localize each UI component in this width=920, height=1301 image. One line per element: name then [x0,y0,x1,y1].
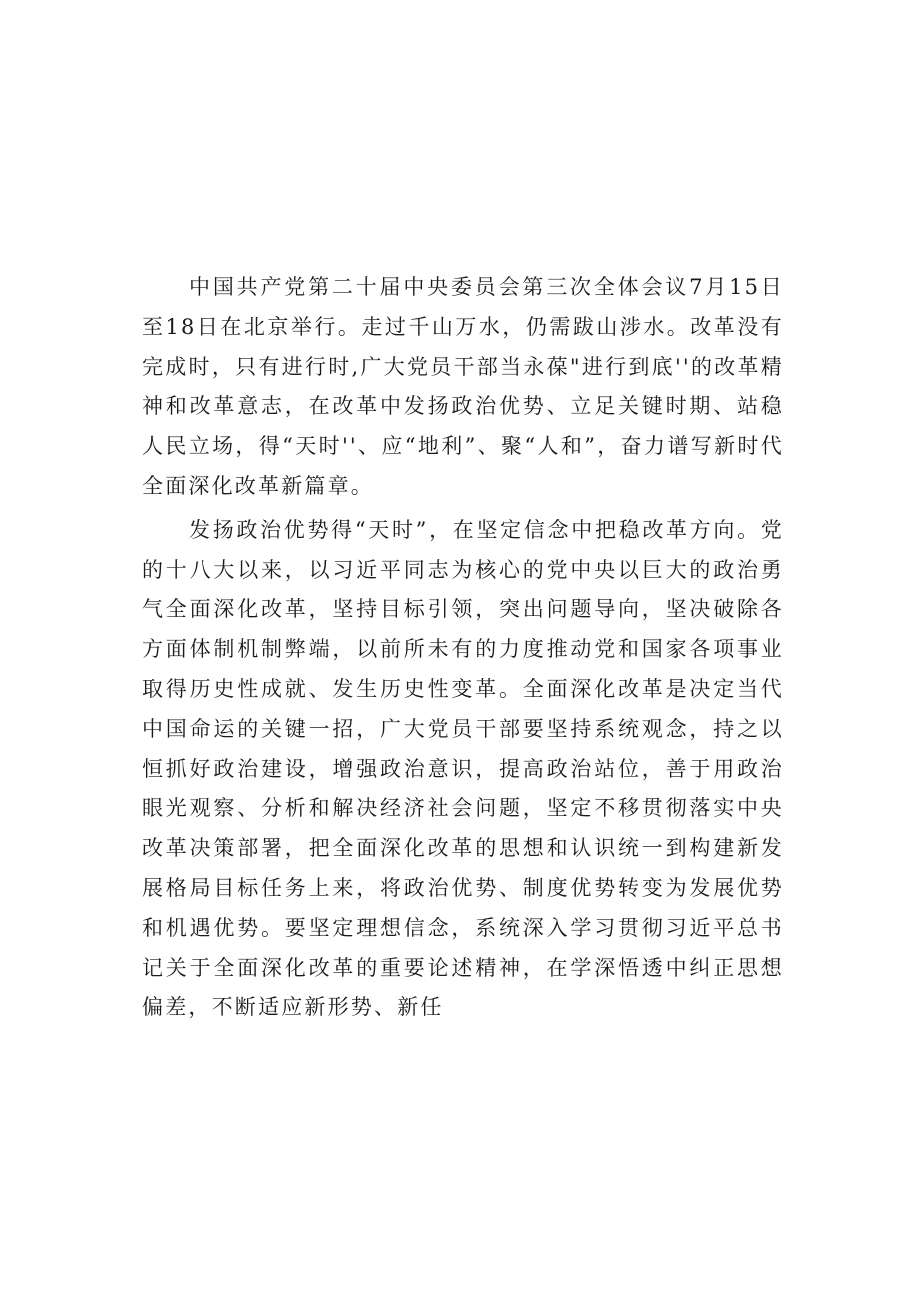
document-body [142,268,784,1028]
paragraph-political-advantage: 发扬政治优势得“天时”，在坚定信念中把稳改革方向。党的十八大以来，以习近平同志为核心的党中央以巨大的政治勇气全面深化改革，坚持目标引领，突出问题导向，坚决破除各方面体制机制弊端，以前所未有的力度推动党和国家各项事业取得历史性成就、发生历史性变革。全面深化改革是决定当代中国命运的关键一招，广大党员干部要坚持系统观念，持之以恒抓好政治建设，增强政治意识，提高政治站位，善于用政治眼光观察、分析和解决经济社会问题，坚定不移贯彻落实中央改革决策部署，把全面深化改革的思想和认识统一到构建新发展格局目标任务上来，将政治优势、制度优势转变为发展优势和机遇优势。要坚定理想信念，系统深入学习贯彻习近平总书记关于全面深化改革的重要论述精神，在学深悟透中纠正思想偏差，不断适应新形势、新任 [142,517,784,1020]
paragraph-intro: 中国共产党第二十届中央委员会第三次全体会议7月15日至18日在北京举行。走过千山万水，仍需跋山涉水。改革没有完成时，只有进行时,广大党员干部当永葆"进行到底''的改革精神和改革意志，在改革中发扬政治优势、立足关键时期、站稳人民立场，得“天时''、应“地利”、聚“人和”，奋力谱写新时代全面深化改革新篇章。 [142,275,784,498]
